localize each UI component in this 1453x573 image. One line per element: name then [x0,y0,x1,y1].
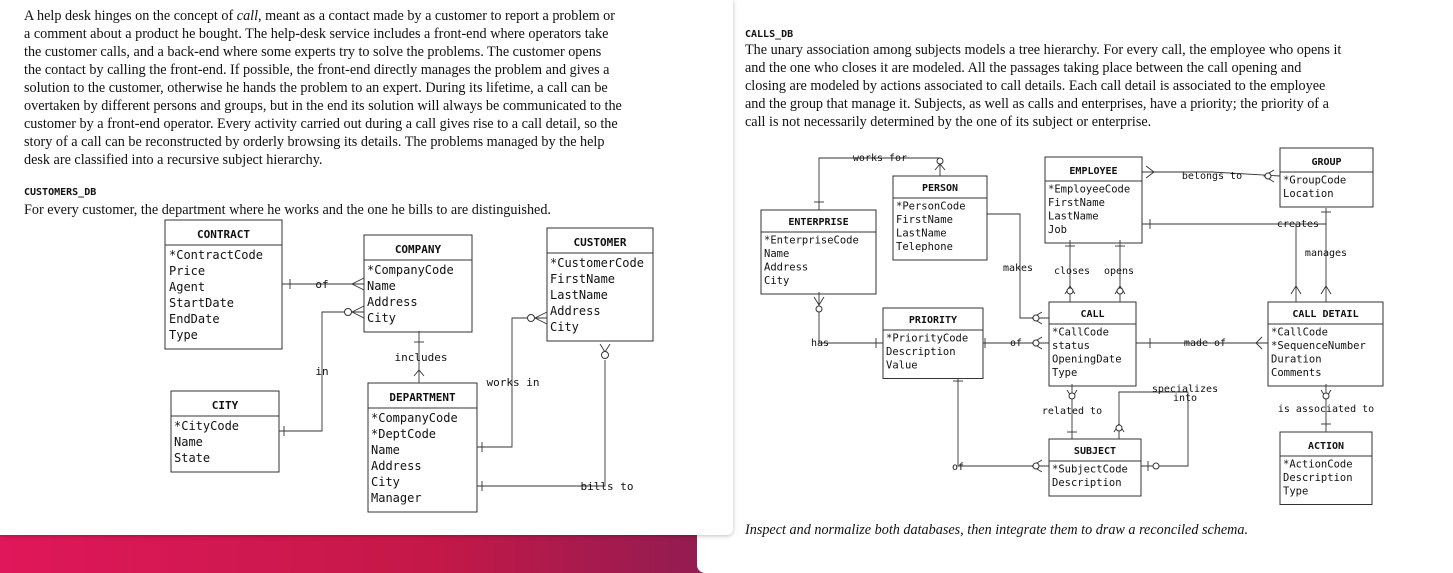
entity-call-attribute: Type [1052,367,1078,379]
entity-customer-attribute: City [550,320,579,334]
entity-action-title: ACTION [1307,441,1345,452]
intro-line: customer by a front-end operator. Every activity carried out during a call gives rise to a call detail, so the [24,116,618,132]
cardinality-circle [1069,393,1075,399]
entity-department-attribute: City [371,475,400,489]
task-instruction: Inspect and normalize both databases, then integrate them to draw a reconciled schema. [745,522,1249,538]
entity-subject-title: SUBJECT [1073,446,1117,457]
entity-company-attribute: *CompanyCode [367,263,454,277]
entity-contract-attribute: EndDate [169,312,220,326]
entity-enterprise-attribute: City [764,275,790,287]
cardinality-circle [1033,315,1039,321]
cardinality-circle [528,315,535,322]
description-line: and the one who closes it are modeled. All the passages taking place between the call opening and [745,60,1302,76]
description-line: closing are modeled by actions associated to call details. Each call detail is associated to the employee [745,78,1326,94]
rel-bills-to: bills to [580,480,634,493]
rel-includes: includes [394,351,448,364]
intro-line: a comment about a product he bought. The help-desk service includes a front-end where operators take [24,26,609,42]
connector-line [958,378,1049,466]
entity-group-title: GROUP [1311,157,1342,168]
description-line: and the group that manage it. Subjects, as well as calls and enterprises, have a priority; the priority of a [745,96,1329,112]
entity-call-title: CALL [1080,309,1105,320]
entity-customer-attribute: *CustomerCode [550,256,644,270]
entity-person-attribute: FirstName [896,214,953,226]
entity-city-attribute: *CityCode [174,419,240,433]
entity-group-attribute: Location [1283,188,1334,200]
entity-contract-title: CONTRACT [197,228,250,241]
customers-db-title: CUSTOMERS_DB [24,187,97,198]
cardinality-circle [1323,393,1329,399]
rel-of-subject: of [951,462,965,473]
entity-employee-title: EMPLOYEE [1069,166,1118,177]
entity-customer-title: CUSTOMER [573,236,627,249]
entity-department-attribute: Name [371,443,400,457]
entity-person-title: PERSON [921,183,959,194]
customers-db-description: For every customer, the department where he works and the one he bills to are distinguished. [24,202,551,218]
intro-line: overtaken by different persons and groups, but in the end its solution will always be communicated to the [24,98,622,114]
cardinality-circle [937,158,943,164]
rel-of: of [315,278,329,291]
entity-customer-attribute: LastName [550,288,608,302]
rel-has: has [810,338,830,349]
entity-call_detail-attribute: *CallCode [1271,326,1328,339]
entity-subject-attribute: Description [1052,477,1122,489]
entity-call-attribute: *CallCode [1052,326,1109,339]
intro-line: the contact by calling the front-end. If possible, the front-end directly manages the problem and gives a [24,62,610,78]
entity-department-title: DEPARTMENT [389,391,456,404]
cardinality-circle [1265,173,1271,179]
rel-manages: manages [1304,248,1348,259]
calls-db-title: CALLS_DB [745,29,794,40]
rel-in: in [315,365,329,378]
entity-priority-attribute: Description [886,346,956,358]
rel-specializes: specializes [1151,384,1219,395]
entity-enterprise-attribute: Address [764,261,809,274]
connector-line [600,344,610,352]
connector-line [819,292,883,343]
entity-department-attribute: *CompanyCode [371,411,458,425]
entity-subject-attribute: *SubjectCode [1052,463,1128,476]
cardinality-circle [1033,340,1039,346]
cardinality-circle [1153,463,1159,469]
entity-department-attribute: Manager [371,491,422,505]
intro-line: solution to the customer, otherwise he hands the problem to an expert. During its lifetime, a call can be [24,80,608,96]
entity-call_detail-attribute: Comments [1271,367,1322,379]
rel-opens: opens [1103,266,1135,277]
entity-city-attribute: Name [174,435,203,449]
rel-works-for: works for [852,153,908,164]
description-line: call is not necessarily determined by the one of its subject or enterprise. [745,114,1152,130]
rel-related-to: related to [1041,406,1103,417]
entity-priority-title: PRIORITY [908,315,958,326]
cardinality-circle [602,352,609,359]
entity-company-title: COMPANY [394,243,442,256]
cardinality-circle [1067,288,1073,294]
entity-department-attribute: Address [371,459,422,473]
entity-call_detail-attribute: *SequenceNumber [1271,340,1366,352]
entity-contract-attribute: Type [169,328,198,342]
intro-line: A help desk hinges on the concept of call, meant as a contact made by a customer to report a problem or [24,8,615,24]
entity-company-attribute: Name [367,279,396,293]
entity-person-attribute: Telephone [896,241,953,253]
entity-company-attribute: Address [367,295,418,309]
rel-creates: creates [1276,219,1320,230]
description-line: The unary association among subjects models a tree hierarchy. For every call, the employee who opens it [745,42,1342,58]
rel-into: into [1172,393,1198,404]
cardinality-circle [1116,425,1122,431]
entity-employee-attribute: LastName [1048,210,1099,223]
rel-is-associated-to: is associated to [1277,404,1375,415]
entity-priority-attribute: Value [886,359,918,372]
entity-action-attribute: *ActionCode [1283,458,1353,471]
entity-call_detail-attribute: Duration [1271,353,1322,366]
rel-makes: makes [1002,263,1034,274]
intro-line: desk are classified into a recursive subject hierarchy. [24,152,323,168]
rel-works-in: works in [486,376,540,389]
entity-group-attribute: *GroupCode [1283,174,1347,187]
entity-contract-attribute: Agent [169,280,206,294]
entity-city-attribute: State [174,451,211,465]
entity-customer-attribute: Address [550,304,601,318]
intro-line: story of a call can be reconstructed by orderly browsing its details. The problems managed by the help [24,134,605,150]
entity-call-attribute: status [1052,340,1090,352]
entity-company-attribute: City [367,311,396,325]
entity-employee-attribute: FirstName [1048,197,1105,209]
entity-action-attribute: Type [1283,485,1309,498]
entity-enterprise-attribute: *EnterpriseCode [764,234,859,247]
entity-enterprise-title: ENTERPRISE [788,217,849,228]
entity-person-attribute: *PersonCode [896,200,966,213]
cardinality-circle [345,309,352,316]
entity-employee-attribute: Job [1048,224,1067,236]
entity-priority-attribute: *PriorityCode [886,332,969,345]
entity-city-title: CITY [211,399,239,412]
entity-call_detail-title: CALL DETAIL [1292,309,1359,320]
cardinality-circle [1033,463,1039,469]
entity-department-attribute: *DeptCode [371,427,437,441]
rel-belongs-to: belongs to [1181,171,1243,182]
entity-action-attribute: Description [1283,472,1353,484]
entity-contract-attribute: Price [169,264,206,278]
rel-closes: closes [1053,266,1091,277]
entity-contract-attribute: *ContractCode [169,248,263,262]
cardinality-circle [816,306,822,312]
intro-line: the customer calls, and a back-end where some experts try to solve the problems. The customer opens [24,44,602,60]
entity-employee-attribute: *EmployeeCode [1048,183,1131,196]
entity-contract-attribute: StartDate [169,296,235,310]
entity-call-attribute: OpeningDate [1052,353,1122,366]
entity-enterprise-attribute: Name [764,248,790,260]
entity-person-attribute: LastName [896,227,947,240]
entity-customer-attribute: FirstName [550,272,616,286]
rel-made-of: made of [1183,338,1227,349]
rel-of: of [1009,338,1023,349]
cardinality-circle [1117,288,1123,294]
